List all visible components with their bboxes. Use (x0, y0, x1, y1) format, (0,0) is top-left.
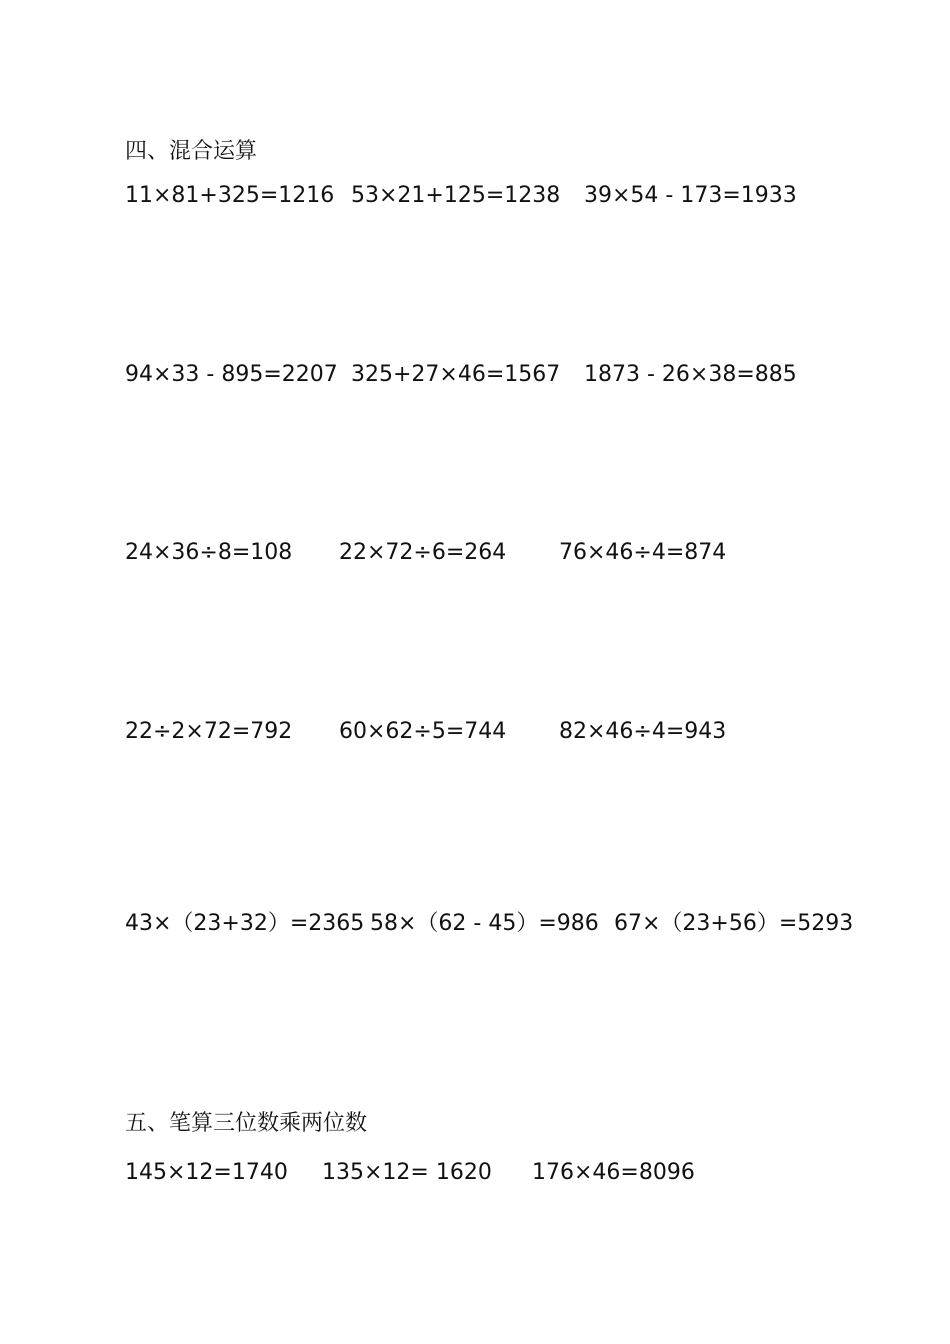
equation: 76×46÷4=874 (559, 540, 727, 565)
equation: 43×（23+32）=2365 (125, 911, 365, 936)
equation: 60×62÷5=744 (339, 719, 507, 744)
equation: 145×12=1740 (125, 1160, 288, 1185)
equation: 67×（23+56）=5293 (614, 911, 854, 936)
section-4-title: 四、混合运算 (125, 139, 258, 164)
equation: 94×33 - 895=2207 (125, 362, 338, 387)
equation: 58×（62 - 45）=986 (370, 911, 599, 936)
equation: 176×46=8096 (532, 1160, 695, 1185)
equation: 24×36÷8=108 (125, 540, 293, 565)
equation: 82×46÷4=943 (559, 719, 727, 744)
equation: 39×54 - 173=1933 (584, 183, 797, 208)
equation: 53×21+125=1238 (351, 183, 561, 208)
equation: 1873 - 26×38=885 (584, 362, 797, 387)
equation: 22÷2×72=792 (125, 719, 293, 744)
equation: 22×72÷6=264 (339, 540, 507, 565)
equation: 135×12= 1620 (322, 1160, 492, 1185)
equation: 11×81+325=1216 (125, 183, 335, 208)
section-5-title: 五、笔算三位数乘两位数 (125, 1111, 368, 1136)
equation: 325+27×46=1567 (351, 362, 561, 387)
